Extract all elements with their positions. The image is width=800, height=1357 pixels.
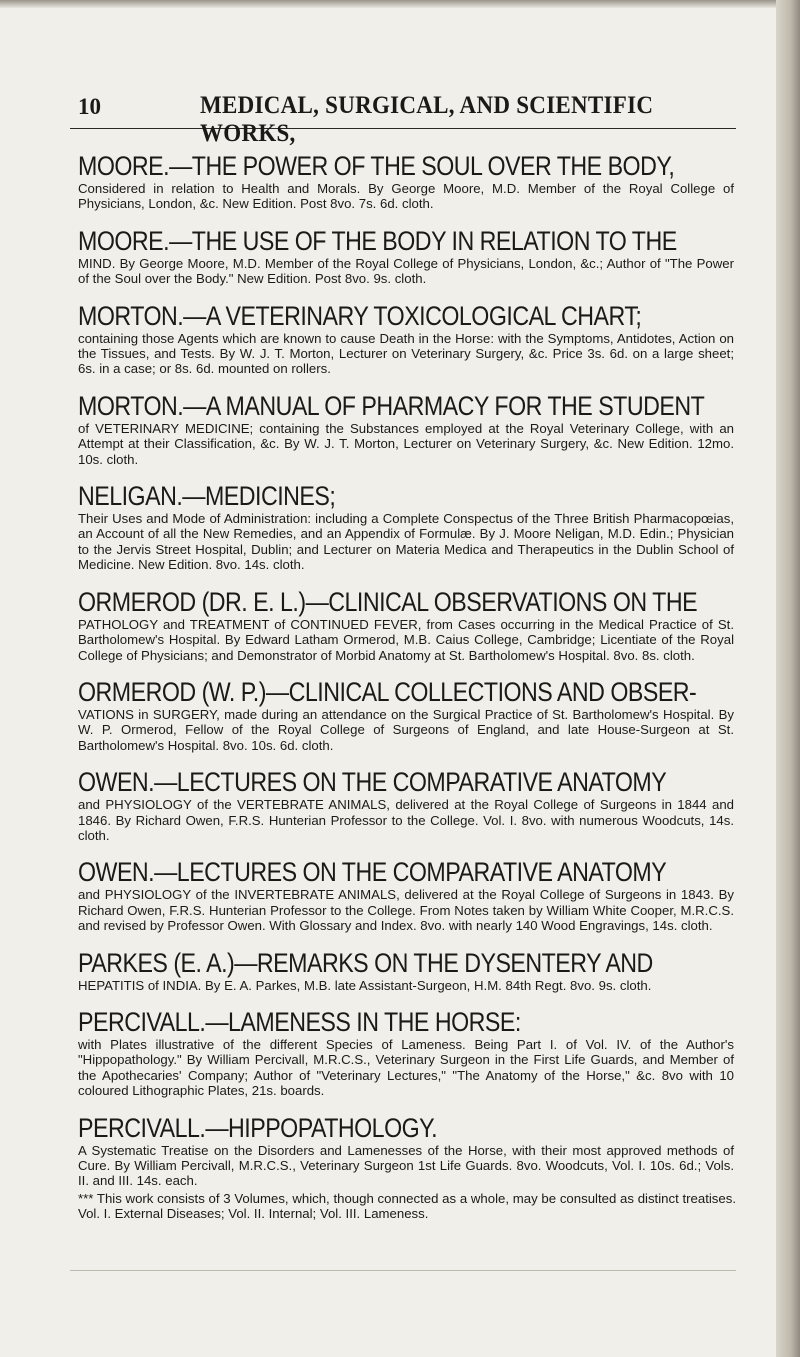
catalogue-entry <box>70 857 736 933</box>
catalogue-entry <box>70 481 736 573</box>
entry-title: MOORE.—THE USE OF THE BODY IN RELATION TO THE <box>78 225 677 256</box>
entry-description: PATHOLOGY and TREATMENT of CONTINUED FEVER, from Cases occurring in the Medical Practice of St. Bartholomew's Hospital. By Edward Latham Ormerod, M.B. Caius College, Cambridge; Licentiate of the Royal College of Physicians; and Demonstrator of Morbid Anatomy at St. Bartholomew's Hospital. 8vo. 8s. cloth. <box>78 616 734 663</box>
catalogue-entry <box>70 587 736 663</box>
bottom-rule <box>70 1270 736 1271</box>
entry-title: PERCIVALL.—LAMENESS IN THE HORSE: <box>78 1006 521 1037</box>
catalogue-entry <box>70 677 736 753</box>
catalogue-entry <box>70 1113 736 1222</box>
entry-description: HEPATITIS of INDIA. By E. A. Parkes, M.B. late Assistant-Surgeon, H.M. 84th Regt. 8vo. 9s. cloth. <box>78 977 652 993</box>
entry-description: and PHYSIOLOGY of the INVERTEBRATE ANIMALS, delivered at the Royal College of Surgeons in 1843. By Richard Owen, F.R.S. Hunterian Professor to the College. From Notes taken by William White Cooper, M.R.C.S. and revised by Professor Owen. With Glossary and Index. 8vo. with nearly 140 Wood Engravings, 14s. cloth. <box>78 887 734 934</box>
entry-description: containing those Agents which are known to cause Death in the Horse: with the Symptoms, Antidotes, Action on the Tissues, and Tests. By W. J. T. Morton, Lecturer on Veterinary Surgery, &c. Price 3s. 6d. on a large sheet; 6s. in a case; or 8s. 6d. mounted on rollers. <box>78 330 734 377</box>
entry-title: OWEN.—LECTURES ON THE COMPARATIVE ANATOMY <box>78 767 667 798</box>
entry-description: of VETERINARY MEDICINE; containing the Substances employed at the Royal Veterinary College, with an Attempt at their Classification, &c. By W. J. T. Morton, Lecturer on Veterinary Surgery, &c. New Edition. 12mo. 10s. cloth. <box>78 420 734 467</box>
running-head <box>70 88 736 147</box>
page-number: 10 <box>78 94 101 119</box>
entry-title: NELIGAN.—MEDICINES; <box>78 481 336 512</box>
page-content <box>70 88 736 1236</box>
entry-description: Considered in relation to Health and Morals. By George Moore, M.D. Member of the Royal College of Physicians, London, &c. New Edition. Post 8vo. 7s. 6d. cloth. <box>78 181 734 212</box>
entry-title: PARKES (E. A.)—REMARKS ON THE DYSENTERY AND <box>78 947 653 978</box>
entry-title: ORMEROD (DR. E. L.)—CLINICAL OBSERVATIONS ON THE <box>78 586 698 617</box>
catalogue-entry <box>70 226 736 287</box>
catalogue-entry <box>70 1007 736 1099</box>
entry-description: VATIONS in SURGERY, made during an attendance on the Surgical Practice of St. Bartholomew's Hospital. By W. P. Ormerod, Fellow of the Royal College of Surgeons of England, and late House-Surgeon at St. Bartholomew's Hospital. 8vo. 10s. 6d. cloth. <box>78 706 734 753</box>
entry-description: A Systematic Treatise on the Disorders and Lamenesses of the Horse, with their most approved methods of Cure. By William Percivall, M.R.C.S., Veterinary Surgeon 1st Life Guards. 8vo. Woodcuts, Vol. I. 10s. 6d.; Vols. II. and III. 14s. each. <box>78 1142 734 1189</box>
entry-description: and PHYSIOLOGY of the VERTEBRATE ANIMALS, delivered at the Royal College of Surgeons in 1844 and 1846. By Richard Owen, F.R.S. Hunterian Professor to the College. Vol. I. 8vo. with numerous Woodcuts, 14s. cloth. <box>78 797 734 843</box>
entry-title: MORTON.—A VETERINARY TOXICOLOGICAL CHART; <box>78 300 642 331</box>
entry-description: with Plates illustrative of the different Species of Lameness. Being Part I. of Vol. IV. of the Author's "Hippopathology." By William Percivall, M.R.C.S., Veterinary Surgeon in the First Life Guards, and Member of the Apothecaries' Company; Author of "Veterinary Lectures," "The Anatomy of the Horse," &c. 8vo with 10 coloured Lithographic Plates, 21s. boards. <box>78 1036 734 1099</box>
entry-title: ORMEROD (W. P.)—CLINICAL COLLECTIONS AND OBSER- <box>78 676 697 707</box>
entry-note: *** This work consists of 3 Volumes, which, though connected as a whole, may be consulted as distinct treatises. Vol. I. External Diseases; Vol. II. Internal; Vol. III. Lameness. <box>78 1190 736 1222</box>
entry-title: OWEN.—LECTURES ON THE COMPARATIVE ANATOMY <box>78 857 667 888</box>
entry-title: MOORE.—THE POWER OF THE SOUL OVER THE BODY, <box>78 151 675 181</box>
catalogue-entry <box>70 767 736 843</box>
catalogue-entry <box>70 301 736 377</box>
page-right-edge <box>776 0 800 1357</box>
entry-title: PERCIVALL.—HIPPOPATHOLOGY. <box>78 1112 438 1143</box>
entry-description: MIND. By George Moore, M.D. Member of the Royal College of Physicians, London, &c.; Author of "The Power of the Soul over the Body." New Edition. Post 8vo. 9s. cloth. <box>78 255 734 287</box>
catalogue-entries <box>70 151 736 1222</box>
entry-title: MORTON.—A MANUAL OF PHARMACY FOR THE STUDENT <box>78 390 705 421</box>
page-top-edge <box>0 0 800 8</box>
running-head-title: MEDICAL, SURGICAL, AND SCIENTIFIC WORKS, <box>200 92 654 147</box>
catalogue-entry <box>70 391 736 467</box>
catalogue-entry <box>70 948 736 993</box>
entry-description: Their Uses and Mode of Administration: including a Complete Conspectus of the Three British Pharmacopœias, an Account of all the New Remedies, and an Appendix of Formulæ. By J. Moore Neligan, M.D. Edin.; Physician to the Jervis Street Hospital, Dublin; and Lecturer on Materia Medica and Therapeutics in the Dublin School of Medicine. New Edition. 8vo. 14s. cloth. <box>78 511 734 573</box>
catalogue-entry <box>70 151 736 212</box>
